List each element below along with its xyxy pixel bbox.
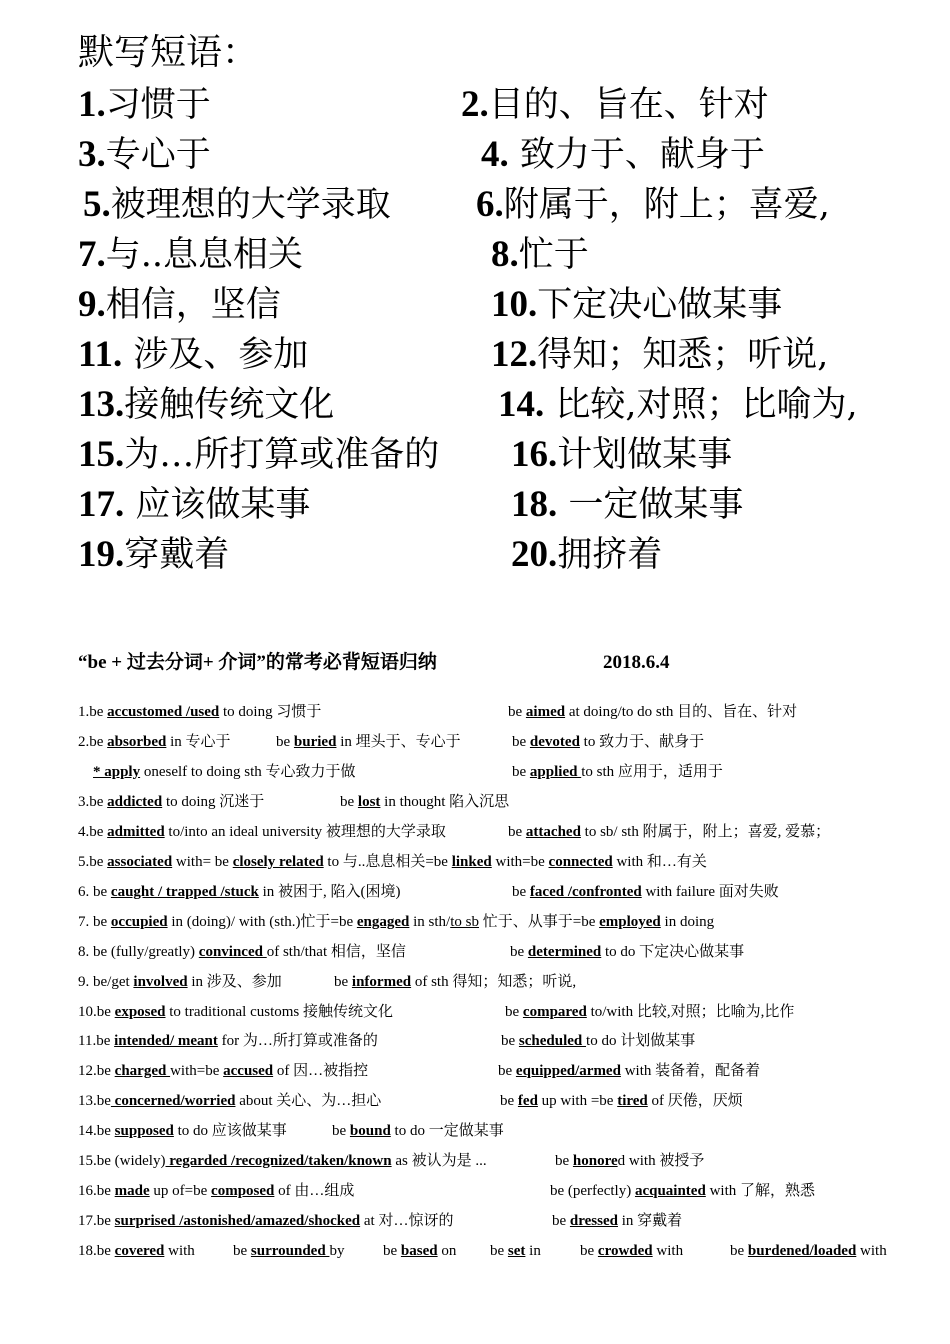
dictation-item-text: 穿戴着	[124, 535, 230, 575]
phrase-text: to/with 比较,对照；比喻为,比作	[586, 1004, 795, 1020]
phrase-text: d with 被授予	[617, 1153, 705, 1169]
phrase-text: of 由…组成	[274, 1183, 355, 1199]
phrase-text: 忙于、从事于=be	[478, 914, 600, 930]
phrase-text: be	[501, 1033, 519, 1049]
key-word: surrounded	[250, 1243, 330, 1259]
key-word: dressed	[569, 1213, 618, 1229]
phrase-text: be	[332, 1123, 350, 1139]
phrase-entry	[552, 1209, 682, 1233]
dictation-item	[78, 430, 439, 480]
phrase-row	[78, 730, 950, 754]
dictation-row	[78, 180, 950, 230]
phrase-text: in doing	[660, 914, 715, 930]
phrase-text: be	[505, 1004, 523, 1020]
dictation-item-text: 目的、旨在、针对	[488, 85, 769, 125]
phrase-text: of 厌倦，厌烦	[647, 1093, 743, 1109]
phrase-text: be (perfectly)	[550, 1183, 635, 1199]
key-word: engaged	[356, 914, 410, 930]
phrase-text: with=be	[170, 1063, 224, 1079]
phrase-text: to doing 沉迷于	[162, 794, 265, 810]
phrase-text: with failure 面对失败	[641, 884, 779, 900]
phrase-text: 4.be	[78, 824, 108, 840]
phrase-entry	[550, 1179, 815, 1203]
key-word: intended/ meant	[114, 1033, 218, 1049]
dictation-item-number: 17.	[78, 484, 125, 525]
phrase-text: to do 下定决心做某事	[601, 944, 745, 960]
phrase-entry	[78, 850, 707, 874]
dictation-item-text: 计划做某事	[557, 435, 733, 475]
underlined-text: to sb	[450, 914, 479, 930]
key-word: accused	[223, 1063, 274, 1079]
key-word: absorbed	[107, 734, 167, 750]
phrase-text: be	[508, 824, 526, 840]
phrase-text: 12.be	[78, 1063, 115, 1079]
phrase-text: be	[383, 1243, 401, 1259]
phrase-text: in 被困于, 陷入(困境)	[258, 884, 401, 900]
phrase-text: be	[510, 944, 528, 960]
dictation-item	[498, 380, 858, 430]
dictation-item	[461, 80, 769, 130]
key-word: applied	[529, 764, 582, 780]
key-word: aimed	[525, 704, 566, 720]
phrase-text: 17.be	[78, 1213, 115, 1229]
dictation-row	[78, 330, 950, 380]
phrase-entry	[78, 970, 282, 994]
phrase-row	[78, 910, 950, 934]
phrase-row	[78, 880, 950, 904]
key-word: employed	[599, 914, 661, 930]
phrase-text: oneself to doing sth 专心致力于做	[140, 764, 356, 780]
dictation-item	[511, 480, 743, 530]
dictation-item	[78, 380, 334, 430]
phrase-text: with 装备着，配备着	[620, 1063, 761, 1079]
key-word: scheduled	[518, 1033, 587, 1049]
phrase-row	[78, 1239, 950, 1263]
key-word: bound	[349, 1123, 391, 1139]
phrase-text: 16.be	[78, 1183, 115, 1199]
phrase-entry	[78, 880, 401, 904]
dictation-item-number: 18.	[511, 484, 558, 525]
phrase-row	[78, 940, 950, 964]
phrase-text: in	[525, 1243, 541, 1259]
phrase-entry	[580, 1239, 683, 1263]
phrase-row	[78, 1089, 950, 1113]
key-word: occupied	[110, 914, 168, 930]
dictation-item-number: 9.	[78, 284, 106, 325]
dictation-item-number: 8.	[491, 234, 519, 275]
reference-title: “be + 过去分词+ 介词”的常考必背短语归纳	[78, 652, 437, 673]
phrase-entry	[78, 730, 231, 754]
phrase-text: of sth 得知；知悉；听说,	[411, 974, 577, 990]
dictation-item-text: 拥挤着	[557, 535, 663, 575]
dictation-item-text: 习惯于	[105, 85, 211, 125]
phrase-text: up of=be	[149, 1183, 212, 1199]
key-word: made	[114, 1183, 150, 1199]
phrase-text: of sth/that 相信，坚信	[266, 944, 406, 960]
key-word: connected	[548, 854, 613, 870]
phrase-text: 15.be (widely)	[78, 1153, 166, 1169]
phrase-text: to doing 习惯于	[219, 704, 322, 720]
phrase-entry	[383, 1239, 456, 1263]
dictation-item-text: 一定做某事	[557, 485, 744, 525]
phrase-entry	[78, 940, 406, 964]
dictation-row	[78, 430, 950, 480]
dictation-item	[491, 230, 589, 280]
dictation-item-text: 应该做某事	[124, 485, 311, 525]
phrase-row	[78, 760, 950, 784]
dictation-item-text: 比较,对照；比喻为,	[544, 385, 858, 425]
phrase-text: 11.be	[78, 1033, 115, 1049]
dictation-item-number: 19.	[78, 534, 125, 575]
phrase-row	[78, 1029, 950, 1053]
phrase-text: 3.be	[78, 794, 108, 810]
dictation-item	[481, 130, 765, 180]
key-word: linked	[451, 854, 492, 870]
phrase-text: be	[552, 1213, 570, 1229]
key-word: involved	[133, 974, 188, 990]
dictation-item-text: 下定决心做某事	[537, 285, 783, 325]
dictation-item-text: 忙于	[518, 235, 589, 275]
dictation-item-number: 4.	[481, 134, 509, 175]
phrase-text: with	[164, 1243, 195, 1259]
key-word: compared	[522, 1004, 587, 1020]
key-word: * apply	[93, 764, 141, 780]
key-word: tired	[617, 1093, 648, 1109]
phrase-entry	[332, 1119, 504, 1143]
phrase-entry	[78, 1029, 378, 1053]
key-word: honore	[572, 1153, 618, 1169]
dictation-item	[78, 330, 308, 380]
phrase-entry	[498, 1059, 760, 1083]
phrase-text: at 对…惊讶的	[360, 1213, 454, 1229]
phrase-text: 7. be	[78, 914, 111, 930]
dictation-item-text: 得知；知悉；听说,	[537, 335, 829, 375]
phrase-text: 2.be	[78, 734, 108, 750]
phrase-entry	[555, 1149, 704, 1173]
dictation-item	[78, 530, 229, 580]
phrase-text: as 被认为是 ...	[391, 1153, 487, 1169]
dictation-title: 默写短语：	[78, 32, 259, 73]
key-word: caught / trapped /stuck	[110, 884, 259, 900]
dictation-item-number: 10.	[491, 284, 538, 325]
phrase-row	[78, 820, 950, 844]
phrase-entry	[78, 1059, 368, 1083]
dictation-item	[491, 280, 782, 330]
key-word: convinced	[198, 944, 267, 960]
phrase-row	[78, 1119, 950, 1143]
phrase-text: be	[512, 884, 530, 900]
phrase-text: in 专心于	[166, 734, 231, 750]
phrase-entry	[78, 790, 264, 814]
key-word: regarded /recognized/taken/known	[165, 1153, 392, 1169]
phrase-text: with=be	[491, 854, 549, 870]
key-word: supposed	[114, 1123, 174, 1139]
dictation-row	[78, 530, 950, 580]
phrase-text: be	[490, 1243, 508, 1259]
dictation-item-text: 被理想的大学录取	[110, 185, 391, 225]
key-word: crowded	[597, 1243, 653, 1259]
phrase-entry	[78, 700, 321, 724]
phrase-text: about 关心、为…担心	[235, 1093, 382, 1109]
phrase-text: with	[856, 1243, 887, 1259]
key-word: closely related	[232, 854, 324, 870]
key-word: based	[400, 1243, 438, 1259]
key-word: devoted	[529, 734, 580, 750]
phrase-row	[78, 850, 950, 874]
phrase-text: be	[512, 734, 530, 750]
phrase-text: in 穿戴着	[617, 1213, 683, 1229]
dictation-item-number: 6.	[476, 184, 504, 225]
phrase-text: be	[555, 1153, 573, 1169]
reference-date: 2018.6.4	[603, 652, 670, 673]
dictation-row	[78, 230, 950, 280]
phrase-row	[78, 1209, 950, 1233]
dictation-item	[78, 130, 211, 180]
phrase-text: with 了解，熟悉	[705, 1183, 815, 1199]
dictation-item-number: 3.	[78, 134, 106, 175]
phrase-text: in 涉及、参加	[187, 974, 282, 990]
key-word: acquainted	[634, 1183, 706, 1199]
phrase-text: on	[437, 1243, 457, 1259]
phrase-row	[78, 700, 950, 724]
phrase-text: in 埋头于、专心于	[336, 734, 461, 750]
phrase-text: 1.be	[78, 704, 108, 720]
phrase-text: 14.be	[78, 1123, 115, 1139]
phrase-text: to do 计划做某事	[586, 1033, 696, 1049]
phrase-text: to sth 应用于，适用于	[581, 764, 723, 780]
phrase-text: to traditional customs 接触传统文化	[165, 1004, 393, 1020]
phrase-entry	[78, 1119, 287, 1143]
phrase-text: to 致力于、献身于	[579, 734, 705, 750]
phrase-entry	[78, 1000, 393, 1024]
phrase-entry	[78, 1149, 487, 1173]
phrase-text: with	[652, 1243, 684, 1259]
key-word: concerned/worried	[110, 1093, 236, 1109]
dictation-item-number: 16.	[511, 434, 558, 475]
dictation-row	[78, 280, 950, 330]
key-word: fed	[517, 1093, 538, 1109]
phrase-text: be	[276, 734, 294, 750]
dictation-item-number: 7.	[78, 234, 106, 275]
phrase-entry	[512, 880, 779, 904]
phrase-entry	[512, 730, 704, 754]
dictation-item-text: 涉及、参加	[122, 335, 309, 375]
phrase-text: be	[508, 704, 526, 720]
dictation-item-text: 附属于，附上；喜爱,	[503, 185, 830, 225]
phrase-row	[78, 1000, 950, 1024]
dictation-item-number: 5.	[83, 184, 111, 225]
phrase-text: 5.be	[78, 854, 108, 870]
key-word: buried	[293, 734, 337, 750]
dictation-item	[83, 180, 391, 230]
phrase-text: in (doing)/ with (sth.)忙于=be	[167, 914, 357, 930]
phrase-text: be	[580, 1243, 598, 1259]
phrase-entry	[340, 790, 509, 814]
phrase-text: in thought 陷入沉思	[380, 794, 510, 810]
phrase-row	[78, 970, 950, 994]
phrase-row	[78, 1059, 950, 1083]
key-word: determined	[527, 944, 602, 960]
key-word: admitted	[107, 824, 165, 840]
phrase-text: be	[512, 764, 530, 780]
dictation-item-number: 13.	[78, 384, 125, 425]
key-word: accustomed /used	[107, 704, 220, 720]
key-word: equipped/armed	[515, 1063, 621, 1079]
phrase-entry	[93, 760, 356, 784]
dictation-row	[78, 80, 950, 130]
dictation-item	[511, 430, 732, 480]
key-word: exposed	[114, 1004, 166, 1020]
key-word: associated	[107, 854, 173, 870]
dictation-item-text: 致力于、献身于	[508, 135, 765, 175]
phrase-text: be	[334, 974, 352, 990]
phrase-text: with= be	[172, 854, 233, 870]
dictation-item-text: 为…所打算或准备的	[124, 435, 440, 475]
phrase-text: by	[329, 1243, 345, 1259]
phrase-entry	[233, 1239, 344, 1263]
phrase-text: 10.be	[78, 1004, 115, 1020]
dictation-item-text: 接触传统文化	[124, 385, 335, 425]
key-word: faced /confronted	[529, 884, 642, 900]
key-word: covered	[114, 1243, 165, 1259]
phrase-text: 13.be	[78, 1093, 111, 1109]
phrase-row	[78, 790, 950, 814]
dictation-row	[78, 380, 950, 430]
phrase-entry	[730, 1239, 887, 1263]
key-word: lost	[357, 794, 381, 810]
phrase-entry	[508, 700, 797, 724]
key-word: composed	[211, 1183, 275, 1199]
phrase-text: be	[233, 1243, 251, 1259]
phrase-text: be	[340, 794, 358, 810]
phrase-text: be	[500, 1093, 518, 1109]
phrase-text: be	[498, 1063, 516, 1079]
phrase-entry	[78, 1209, 453, 1233]
dictation-item-text: 与..息息相关	[105, 235, 304, 275]
phrase-entry	[508, 820, 830, 844]
phrase-text: 6. be	[78, 884, 111, 900]
dictation-item-number: 11.	[78, 334, 123, 375]
phrase-text: in sth/	[409, 914, 451, 930]
phrase-text: to/into an ideal university 被理想的大学录取	[164, 824, 446, 840]
dictation-item-number: 15.	[78, 434, 125, 475]
dictation-item-number: 1.	[78, 84, 106, 125]
phrase-entry	[78, 820, 446, 844]
dictation-item	[511, 530, 662, 580]
key-word: informed	[351, 974, 412, 990]
phrase-text: to sb/ sth 附属于，附上；喜爱, 爱慕；	[580, 824, 831, 840]
key-word: addicted	[107, 794, 163, 810]
dictation-item	[491, 330, 828, 380]
key-word: set	[507, 1243, 526, 1259]
dictation-item	[78, 80, 211, 130]
phrase-text: 18.be	[78, 1243, 115, 1259]
phrase-text: be	[730, 1243, 748, 1259]
phrase-entry	[334, 970, 576, 994]
reference-header	[78, 650, 938, 676]
phrase-text: to do 应该做某事	[173, 1123, 287, 1139]
phrase-entry	[78, 910, 714, 934]
dictation-item-number: 2.	[461, 84, 489, 125]
phrase-entry	[490, 1239, 541, 1263]
phrase-entry	[505, 1000, 794, 1024]
dictation-row	[78, 480, 950, 530]
dictation-item-text: 专心于	[105, 135, 211, 175]
phrase-entry	[512, 760, 723, 784]
phrase-entry	[78, 1239, 195, 1263]
phrase-row	[78, 1179, 950, 1203]
dictation-item	[78, 230, 303, 280]
phrase-entry	[78, 1179, 354, 1203]
phrase-text: 8. be (fully/greatly)	[78, 944, 199, 960]
phrase-row	[78, 1149, 950, 1173]
phrase-text: with 和…有关	[612, 854, 707, 870]
dictation-item-number: 20.	[511, 534, 558, 575]
phrase-text: 9. be/get	[78, 974, 134, 990]
phrase-text: up with =be	[537, 1093, 618, 1109]
dictation-item-number: 12.	[491, 334, 538, 375]
key-word: charged	[114, 1063, 171, 1079]
dictation-item	[78, 280, 281, 330]
dictation-item-text: 相信，坚信	[105, 285, 281, 325]
phrase-text: of 因…被指控	[273, 1063, 369, 1079]
phrase-entry	[276, 730, 461, 754]
phrase-text: at doing/to do sth 目的、旨在、针对	[565, 704, 798, 720]
dictation-row	[78, 130, 950, 180]
dictation-item-number: 14.	[498, 384, 545, 425]
phrase-text: to do 一定做某事	[390, 1123, 504, 1139]
key-word: surprised /astonished/amazed/shocked	[114, 1213, 361, 1229]
dictation-item	[78, 480, 310, 530]
phrase-entry	[78, 1089, 381, 1113]
phrase-entry	[501, 1029, 695, 1053]
dictation-item	[476, 180, 830, 230]
key-word: burdened/loaded	[747, 1243, 857, 1259]
key-word: attached	[525, 824, 581, 840]
phrase-entry	[510, 940, 744, 964]
phrase-text: for 为…所打算或准备的	[217, 1033, 378, 1049]
phrase-entry	[500, 1089, 743, 1113]
phrase-text: to 与..息息相关=be	[323, 854, 452, 870]
